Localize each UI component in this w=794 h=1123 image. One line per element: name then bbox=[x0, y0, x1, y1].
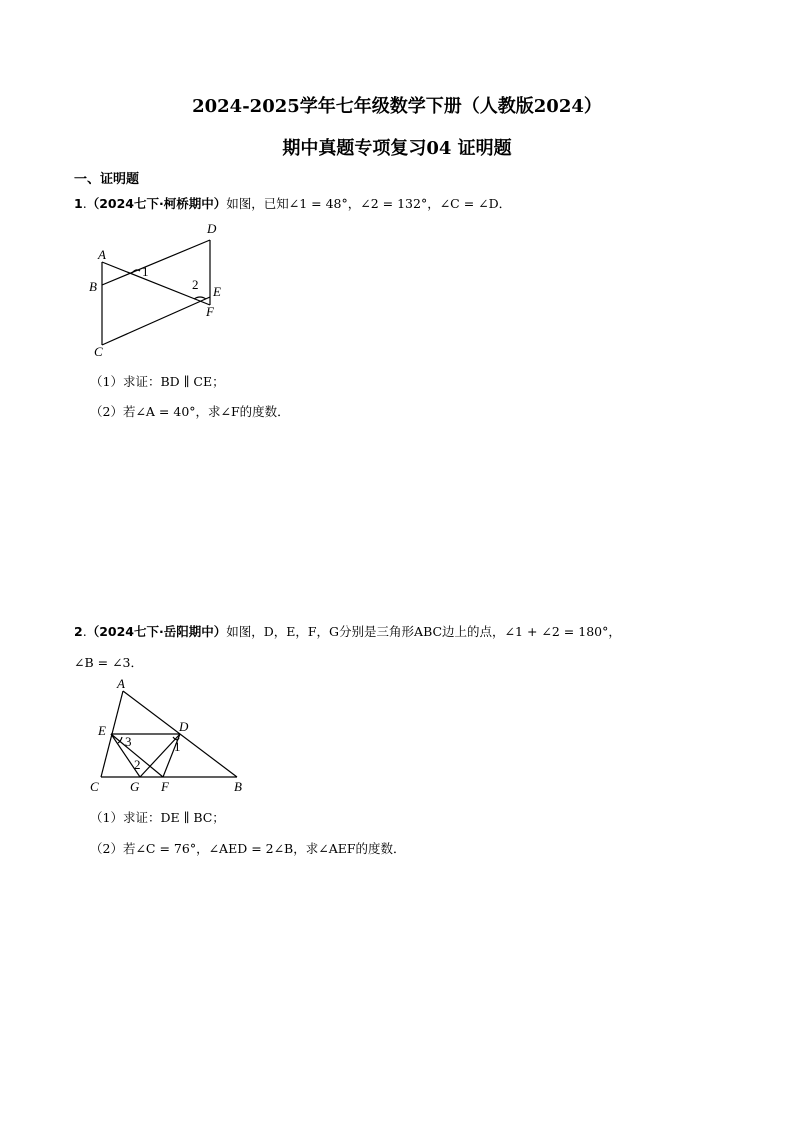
question-1-figure bbox=[80, 215, 240, 365]
label-A: A bbox=[98, 247, 106, 262]
label-G: G bbox=[130, 779, 140, 794]
label-D: D bbox=[179, 719, 189, 734]
document-title: 2024-2025学年七年级数学下册（人教版2024） bbox=[192, 96, 602, 117]
label-C: C bbox=[94, 344, 103, 359]
question-2-stem: 2.（2024七下·岳阳期中）如图，D，E，F，G分别是三角形ABC边上的点，∠1 + ∠2 = 180°， bbox=[74, 624, 621, 639]
question-2-stem-continued: ∠B = ∠3． bbox=[74, 655, 144, 670]
label-B: B bbox=[234, 779, 242, 794]
question-2-number: 2 bbox=[74, 624, 83, 639]
question-2-part-2: （2）若∠C = 76°，∠AED = 2∠B，求∠AEF的度数． bbox=[90, 841, 406, 856]
section-heading: 一、证明题 bbox=[74, 172, 140, 187]
question-1-source: （2024七下·柯桥期中） bbox=[86, 196, 227, 211]
question-1-text: 如图，已知∠1 = 48°，∠2 = 132°，∠C = ∠D． bbox=[226, 196, 512, 211]
question-1-stem: 1.（2024七下·柯桥期中）如图，已知∠1 = 48°，∠2 = 132°，∠C = ∠D． bbox=[74, 196, 512, 211]
label-angle-2: 2 bbox=[192, 277, 199, 292]
question-1-part-1: （1）求证：BD ∥ CE； bbox=[90, 374, 225, 389]
question-2-text: 如图，D，E，F，G分别是三角形ABC边上的点，∠1 + ∠2 = 180°， bbox=[226, 624, 621, 639]
question-1-number: 1 bbox=[74, 196, 83, 211]
label-E: E bbox=[213, 284, 221, 299]
question-1-part-2: （2）若∠A = 40°，求∠F的度数． bbox=[90, 404, 290, 419]
label-C: C bbox=[90, 779, 99, 794]
label-E: E bbox=[98, 723, 106, 738]
label-A: A bbox=[117, 676, 125, 691]
label-F: F bbox=[206, 304, 214, 319]
question-2-source: （2024七下·岳阳期中） bbox=[86, 624, 227, 639]
question-2-figure bbox=[85, 675, 255, 800]
label-D: D bbox=[207, 221, 217, 236]
label-angle-1: 1 bbox=[174, 739, 181, 754]
line-CE bbox=[102, 297, 210, 345]
label-angle-2: 2 bbox=[134, 757, 141, 772]
label-F: F bbox=[161, 779, 169, 794]
label-B: B bbox=[89, 279, 97, 294]
question-2-part-1: （1）求证：DE ∥ BC； bbox=[90, 810, 225, 825]
document-subtitle: 期中真题专项复习04 证明题 bbox=[282, 138, 512, 159]
angle-2-arc bbox=[194, 297, 206, 299]
label-angle-1: 1 bbox=[142, 264, 149, 279]
label-angle-3: 3 bbox=[125, 734, 132, 749]
